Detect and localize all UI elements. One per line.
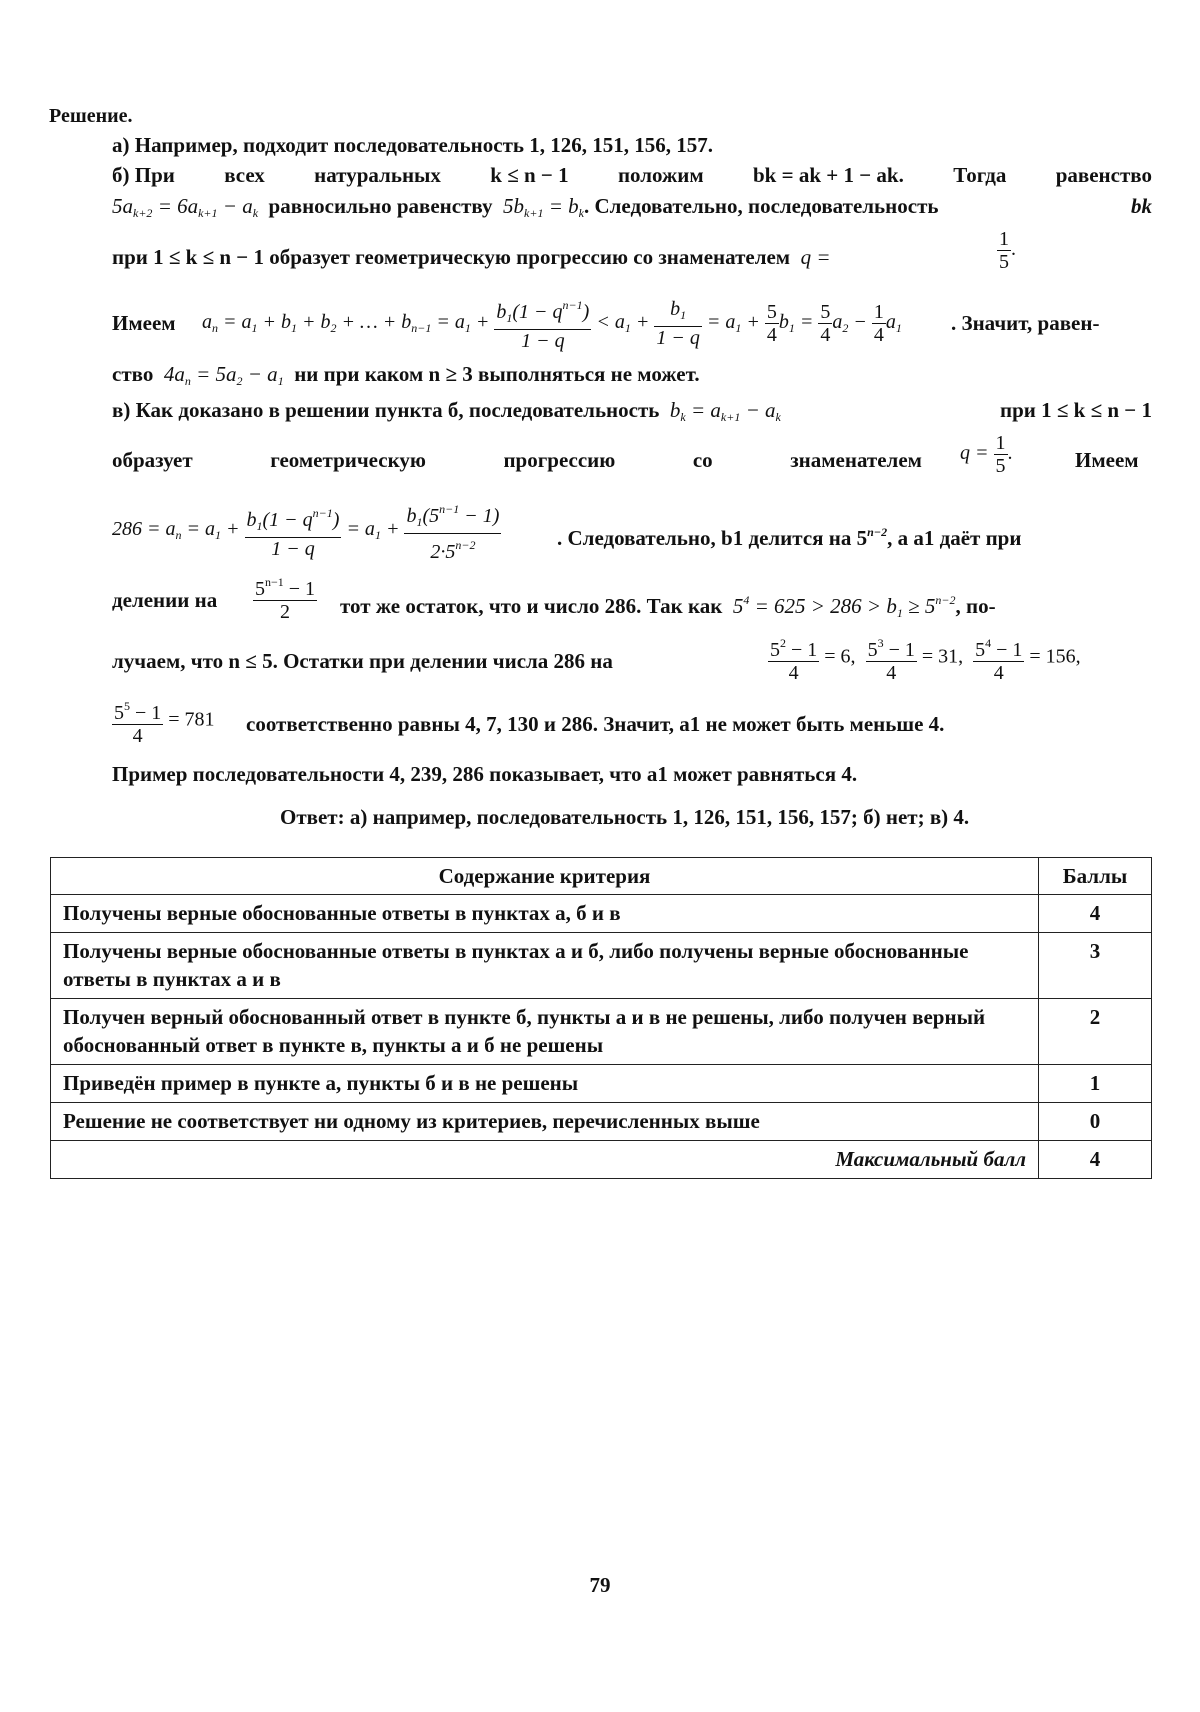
table-row (51, 1065, 1152, 1103)
criteria-points: 2 (1039, 999, 1152, 1065)
v-line1-start: в) Как доказано в решении пункта б, последовательность (112, 398, 660, 422)
word: всех (224, 163, 265, 187)
fraction-q-one-fifth: q = $\frac{1}{5}$ . (960, 432, 1013, 477)
b-line2-mid: равносильно равенству (268, 194, 493, 218)
word: б) При (112, 163, 175, 187)
v-line4-start: делении на (112, 588, 218, 612)
criteria-text: Получены верные обоснованные ответы в пунктах а, б и в (51, 895, 1039, 933)
v-line7: Пример последовательности 4, 239, 286 показывает, что a1 может равняться 4. (112, 762, 858, 786)
b-line2-end: . Следовательно, последовательность (583, 194, 939, 218)
max-label: Максимальный балл (51, 1141, 1039, 1179)
part-v-line-2 (112, 447, 922, 473)
part-v-line-1: в) Как доказано в решении пункта б, последовательность $b_k = a_{k+1} - a_k$ при 1 ≤ k ≤ n − 1 (112, 398, 1152, 424)
sum-formula: $a_n = a_1 + b_1 + b_2$ + … + $b_{n-1} = a_1$ + $\frac{b_1(1 - q^{n-1})}{1 - q}$ < $a_1$ + $\frac{b_1}{1 - q}$ = $a_1$ + $\frac{5}{4}$ $b_1$ = $\frac{5}{4}$ $a_2$ − $\frac{1}{4}$ $a_1$ (202, 294, 902, 352)
criteria-text: Приведён пример в пункте а, пункты б и в не решены (51, 1065, 1039, 1103)
criteria-text: Получен верный обоснованный ответ в пункте б, пункты а и в не решены, либо получен верный обоснованный ответ в пункте в, пункты а и б не решены (51, 999, 1039, 1065)
b-line3-text: при 1 ≤ k ≤ n − 1 образует геометрическую прогрессию со знаменателем (112, 245, 791, 269)
v-line4-end: , по- (955, 594, 996, 618)
v-line5-start: лучаем, что n ≤ 5. Остатки при делении числа 286 на (112, 649, 613, 673)
part-v-line-3-text: . Следовательно, b1 делится на $5^{n-2}$, а a1 даёт при (557, 525, 1022, 550)
part-v-line-4-mid: тот же остаток, что и число 286. Так как $5^4 = 625 > 286 > b_1 \ge 5^{n-2}$, по- (340, 593, 996, 620)
word: k ≤ n − 1 (490, 163, 569, 187)
word: прогрессию (503, 448, 616, 472)
fraction-one-fifth: $\frac{1}{5}$ . (999, 228, 1016, 273)
table-header-row (51, 858, 1152, 895)
word: образует (112, 448, 193, 472)
v-line3-end: . Следовательно, b1 делится на 5 (557, 526, 868, 550)
header-points: Баллы (1039, 858, 1152, 895)
word: bk = ak + 1 − ak. (753, 163, 904, 187)
answer-line (280, 804, 969, 830)
criteria-points: 0 (1039, 1103, 1152, 1141)
criteria-points: 4 (1039, 895, 1152, 933)
b-line2-bk: bk (1131, 194, 1152, 218)
solution-heading: Решение. (49, 105, 133, 127)
part-b-line-2: $5a_{k+2} = 6a_{k+1} - a_k$ равносильно равенству $5b_{k+1} = b_k$. Следовательно, последовательность bk (112, 194, 1152, 220)
answer-label: Ответ: (280, 805, 345, 829)
criteria-points: 3 (1039, 933, 1152, 999)
criteria-points: 1 (1039, 1065, 1152, 1103)
table-max-row (51, 1141, 1152, 1179)
part-b-line-3: при 1 ≤ k ≤ n − 1 образует геометрическую прогрессию со знаменателем q = (112, 245, 831, 269)
max-points: 4 (1039, 1141, 1152, 1179)
b-line5-text: ни при каком n ≥ 3 выполняться не может. (294, 362, 700, 386)
word: натуральных (314, 163, 441, 187)
fraction-5n1-2: $\frac{5^{n-1} - 1}{2}$ (253, 571, 317, 623)
b-line5-start: ство (112, 362, 154, 386)
word: знаменателем (790, 448, 922, 472)
part-b-line-4-end: . Значит, равен- (951, 311, 1100, 335)
word: со (692, 448, 713, 472)
table-row (51, 933, 1152, 999)
v-line2-end: Имеем (1075, 448, 1139, 472)
criteria-text: Решение не соответствует ни одному из критериев, перечисленных выше (51, 1103, 1039, 1141)
v-line4-mid: тот же остаток, что и число 286. Так как (340, 594, 723, 618)
word: положим (617, 163, 704, 187)
fraction-5-5: $\frac{5^5 - 1}{4}$ = 781 (112, 695, 215, 747)
part-b-line-4-start: Имеем (112, 311, 176, 335)
part-b-line-5: ство $4a_n = 5a_2 - a_1$ ни при каком n ≥ 3 выполняться не может. (112, 362, 700, 388)
page-number: 79 (589, 1573, 611, 1597)
criteria-table (50, 857, 1152, 1179)
v-line1-end: при 1 ≤ k ≤ n − 1 (999, 398, 1152, 422)
table-row (51, 999, 1152, 1065)
part-b-line-1 (112, 162, 1152, 188)
table-row (51, 1103, 1152, 1141)
criteria-text: Получены верные обоснованные ответы в пунктах а и б, либо получены верные обоснованные ответы в пунктах а и в (51, 933, 1039, 999)
v-line6-end: соответственно равны 4, 7, 130 и 286. Значит, a1 не может быть меньше 4. (246, 712, 945, 736)
answer-text: а) например, последовательность 1, 126, 151, 156, 157; б) нет; в) 4. (349, 805, 970, 829)
part-a-text: а) Например, подходит последовательность 1, 126, 151, 156, 157. (112, 133, 713, 157)
table-row (51, 895, 1152, 933)
sum-286-formula: $286 = a_n = a_1$ + $\frac{b_1(1 - q^{n-1})}{1 - q}$ = $a_1$ + $\frac{b_1(5^{n-1} - 1)}{2\cdot 5^{n-2}}$ (112, 498, 501, 563)
v-line3-tail: , а a1 даёт при (887, 526, 1022, 550)
word: Тогда (953, 163, 1007, 187)
header-criteria: Содержание критерия (51, 858, 1039, 895)
word: геометрическую (270, 448, 426, 472)
word: равенство (1055, 163, 1152, 187)
fractions-remainders: $\frac{5^2 - 1}{4}$ = 6, $\frac{5^3 - 1}{4}$ = 31, $\frac{5^4 - 1}{4}$ = 156, (768, 632, 1081, 684)
